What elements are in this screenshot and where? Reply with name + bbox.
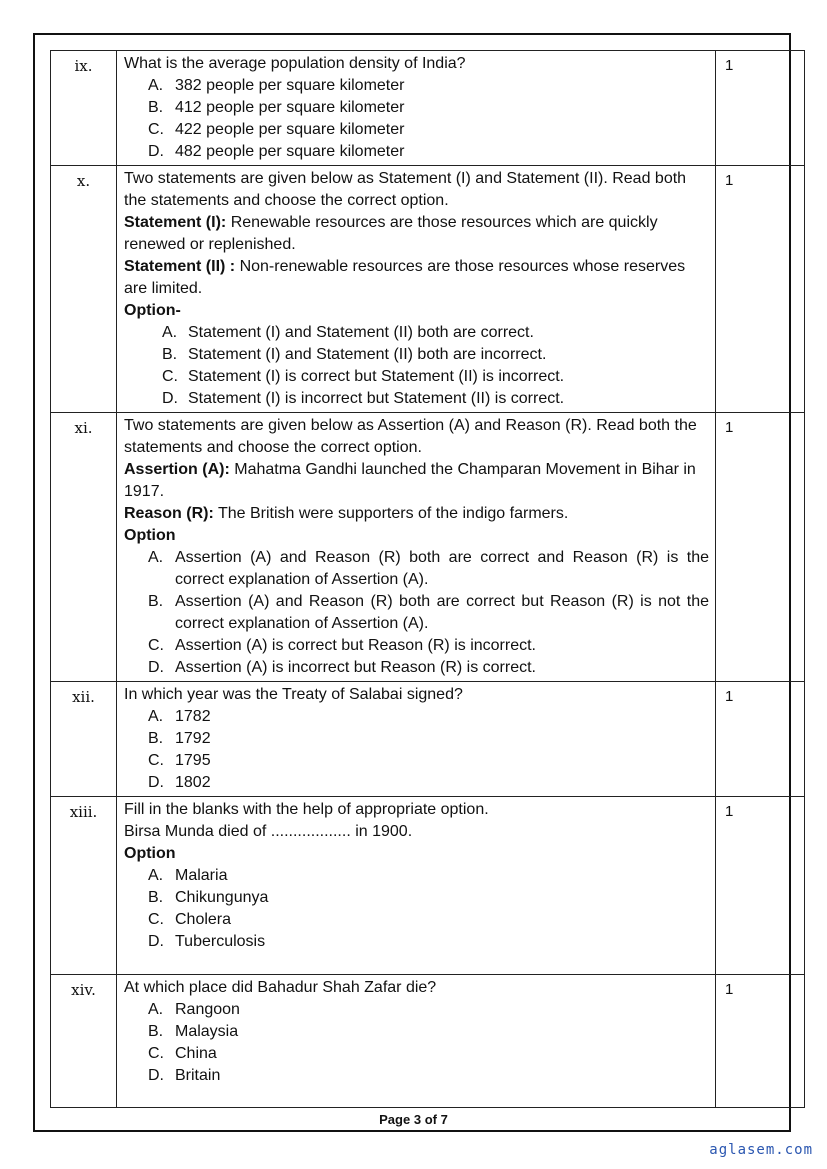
question-body [117,682,716,797]
option [148,750,709,772]
option [148,657,709,679]
option [148,1065,709,1087]
option-label: D. [148,933,164,950]
option-text: 482 people per square kilometer [175,143,405,160]
option-text: Assertion (A) and Reason (R) both are correct and Reason (R) is the correct explanation of Assertion (A). [175,549,709,588]
option [148,635,709,657]
question-body [117,51,716,166]
option-label: B. [148,1023,164,1040]
assertion-text: Mahatma Gandhi launched the Champaran Movement in Bihar in 1917. [124,461,696,500]
option-text: Assertion (A) is incorrect but Reason (R) is correct. [175,659,536,676]
option-text: Statement (I) is incorrect but Statement (II) is correct. [188,390,565,407]
options-list [124,547,709,679]
option-text: Chikungunya [175,889,269,906]
option [148,706,709,728]
option-label: B. [148,593,164,610]
page-label: Page [379,1112,411,1127]
statement-2-text: Non-renewable resources are those resources whose reserves are limited. [124,258,686,297]
option-text: Assertion (A) and Reason (R) both are correct but Reason (R) is not the correct explanation of Assertion (A). [175,593,709,632]
option-label: A. [148,867,164,884]
options-list [124,75,709,163]
option [148,547,709,591]
page-footer [0,1112,827,1127]
options-list [124,999,709,1087]
question-text: At which place did Bahadur Shah Zafar die? [124,979,437,996]
statement-1-text: Renewable resources are those resources which are quickly renewed or replenished. [124,214,658,253]
option [162,388,709,410]
option-text: 1802 [175,774,211,791]
question-body [117,413,716,682]
option [148,728,709,750]
option-label: D. [148,774,164,791]
option-text: Statement (I) and Statement (II) both are incorrect. [188,346,547,363]
option-heading: Option [124,845,176,862]
option-text: 1782 [175,708,211,725]
marks: 1 [716,51,805,166]
option-text: 1792 [175,730,211,747]
option [148,772,709,794]
option [148,887,709,909]
options-list [124,322,709,410]
option-label: A. [148,77,164,94]
option-text: Malaria [175,867,228,884]
option-text: Cholera [175,911,232,928]
option-label: D. [148,143,164,160]
marks: 1 [716,682,805,797]
option [148,865,709,887]
question-text-2: Birsa Munda died of .................. in 1900. [124,823,413,840]
marks: 1 [716,413,805,682]
reason-text: The British were supporters of the indigo farmers. [217,505,569,522]
page-total: 7 [440,1112,448,1127]
watermark: aglasem.com [709,1142,813,1158]
option-label: A. [162,324,178,341]
option-heading: Option [124,527,176,544]
option-text: Tuberculosis [175,933,266,950]
question-row [51,166,805,413]
option-text: Rangoon [175,1001,240,1018]
of-label: of [424,1112,437,1127]
question-row [51,51,805,166]
option-text: 412 people per square kilometer [175,99,405,116]
option-text: 1795 [175,752,211,769]
option-text: Malaysia [175,1023,239,1040]
option-label: D. [148,1067,164,1084]
option [148,119,709,141]
option-text: Statement (I) and Statement (II) both are correct. [188,324,534,341]
question-text: In which year was the Treaty of Salabai signed? [124,686,463,703]
question-table [50,50,805,1108]
question-body [117,797,716,975]
question-number: x. [51,166,117,413]
option [148,75,709,97]
assertion [124,459,709,503]
marks: 1 [716,797,805,975]
option-text: Britain [175,1067,221,1084]
option [148,591,709,635]
option-label: A. [148,549,164,566]
option-label: D. [148,659,164,676]
question-number: xii. [51,682,117,797]
option [162,322,709,344]
statement-2 [124,256,709,300]
option-text: China [175,1045,217,1062]
option-label: C. [148,1045,164,1062]
question-number: xi. [51,413,117,682]
question-body [117,166,716,413]
question-number: xiii. [51,797,117,975]
option-text: 422 people per square kilometer [175,121,405,138]
reason [124,503,709,525]
option [148,1043,709,1065]
question-number: xiv. [51,975,117,1108]
question-row [51,413,805,682]
option-text: Assertion (A) is correct but Reason (R) is incorrect. [175,637,536,654]
option [148,141,709,163]
statement-1-label: Statement (I): [124,214,227,231]
option-text: Statement (I) is correct but Statement (II) is incorrect. [188,368,565,385]
option-label: C. [148,911,164,928]
option-label: B. [162,346,178,363]
option-label: B. [148,99,164,116]
option [148,931,709,953]
marks: 1 [716,166,805,413]
question-text: What is the average population density of India? [124,55,466,72]
option [148,97,709,119]
option-label: A. [148,1001,164,1018]
question-text: Fill in the blanks with the help of appropriate option. [124,801,489,818]
assertion-label: Assertion (A): [124,461,230,478]
option [162,344,709,366]
option-label: D. [162,390,178,407]
statement-1 [124,212,709,256]
question-intro: Two statements are given below as Statement (I) and Statement (II). Read both the statements and choose the correct option. [124,170,687,209]
option-label: A. [148,708,164,725]
question-intro: Two statements are given below as Assertion (A) and Reason (R). Read both the statements and choose the correct option. [124,417,697,456]
question-row [51,797,805,975]
option-label: C. [148,637,164,654]
page-current: 3 [413,1112,422,1127]
option [148,999,709,1021]
statement-2-label: Statement (II) : [124,258,236,275]
question-row [51,682,805,797]
option [162,366,709,388]
option-label: C. [148,752,164,769]
option-label: B. [148,889,164,906]
option-text: 382 people per square kilometer [175,77,405,94]
question-row [51,975,805,1108]
reason-label: Reason (R): [124,505,214,522]
question-number: ix. [51,51,117,166]
question-body [117,975,716,1108]
option [148,1021,709,1043]
option-label: C. [162,368,178,385]
options-list [124,865,709,953]
options-list [124,706,709,794]
option [148,909,709,931]
option-label: C. [148,121,164,138]
marks: 1 [716,975,805,1108]
option-label: B. [148,730,164,747]
option-heading: Option- [124,302,181,319]
